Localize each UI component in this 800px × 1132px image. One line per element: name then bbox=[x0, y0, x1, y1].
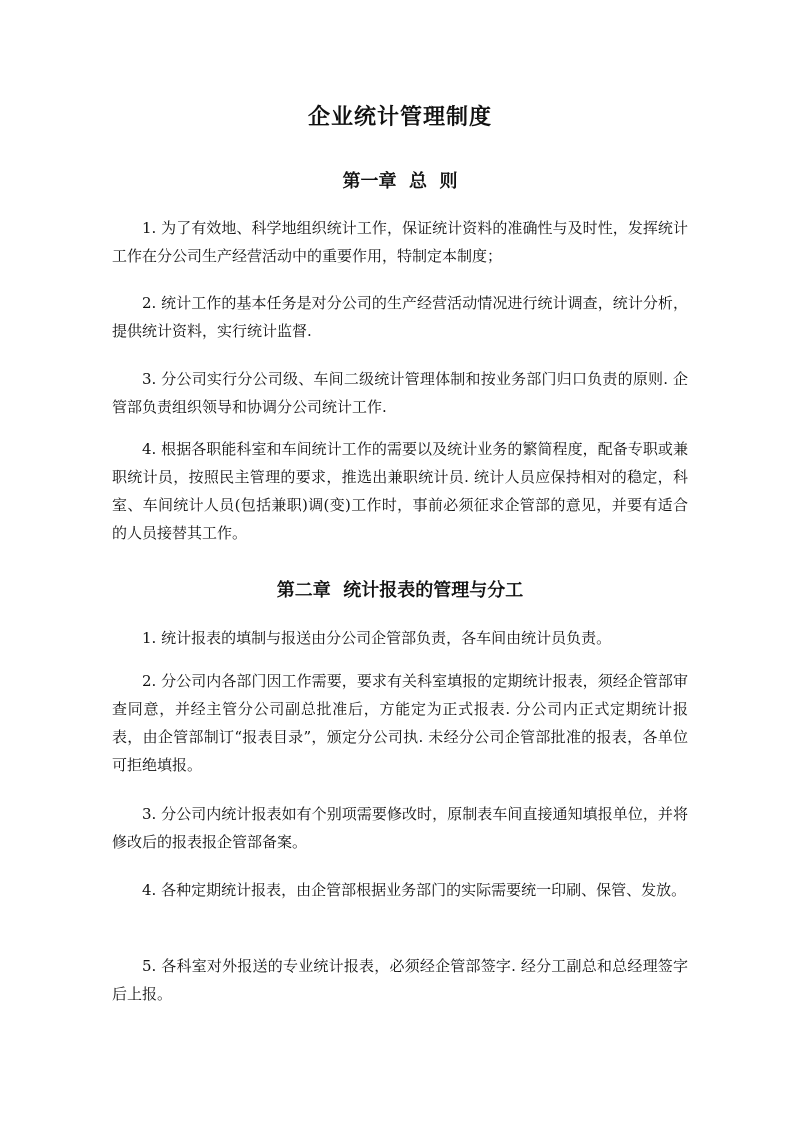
chapter-2-paragraph-2: 2. 分公司内各部门因工作需要，要求有关科室填报的定期统计报表，须经企管部审查同意，并经主管分公司副总批准后，方能定为正式报表. 分公司内正式定期统计报表，由企管部制订“报表目录”，颁定分公司执. 未经分公司企管部批准的报表，各单位可拒绝填报。 bbox=[112, 672, 688, 774]
chapter-2-paragraph-1: 1. 统计报表的填制与报送由分公司企管部负责，各车间由统计员负责。 bbox=[142, 629, 612, 647]
document-title: 企业统计管理制度 bbox=[307, 104, 492, 130]
chapter-2-paragraph-5: 5. 各科室对外报送的专业统计报表，必须经企管部签字. 经分工副总和总经理签字后上报。 bbox=[112, 957, 688, 1003]
chapter-1-paragraph-4: 4. 根据各职能科室和车间统计工作的需要以及统计业务的繁简程度，配备专职或兼职统计员，按照民主管理的要求，推选出兼职统计员. 统计人员应保持相对的稳定，科室、车间统计人员(包括兼职)调(变)工作时，事前必须征求企管部的意见，并要有适合的人员接替其工作。 bbox=[112, 440, 688, 542]
chapter-2-title: 第二章 统计报表的管理与分工 bbox=[276, 580, 524, 601]
chapter-1-paragraph-3: 3. 分公司实行分公司级、车间二级统计管理体制和按业务部门归口负责的原则. 企管部负责组织领导和协调分公司统计工作. bbox=[112, 370, 688, 416]
chapter-2-paragraph-4: 4. 各种定期统计报表，由企管部根据业务部门的实际需要统一印刷、保管、发放。 bbox=[142, 881, 687, 899]
chapter-1-title: 第一章 总 则 bbox=[342, 171, 458, 192]
chapter-1-paragraph-2: 2. 统计工作的基本任务是对分公司的生产经营活动情况进行统计调查，统计分析，提供统计资料，实行统计监督. bbox=[112, 294, 688, 340]
chapter-1-paragraph-1: 1. 为了有效地、科学地组织统计工作，保证统计资料的准确性与及时性，发挥统计工作在分公司生产经营活动中的重要作用，特制定本制度； bbox=[112, 219, 688, 265]
chapter-2-paragraph-3: 3. 分公司内统计报表如有个别项需要修改时，原制表车间直接通知填报单位，并将修改后的报表报企管部备案。 bbox=[112, 805, 688, 851]
